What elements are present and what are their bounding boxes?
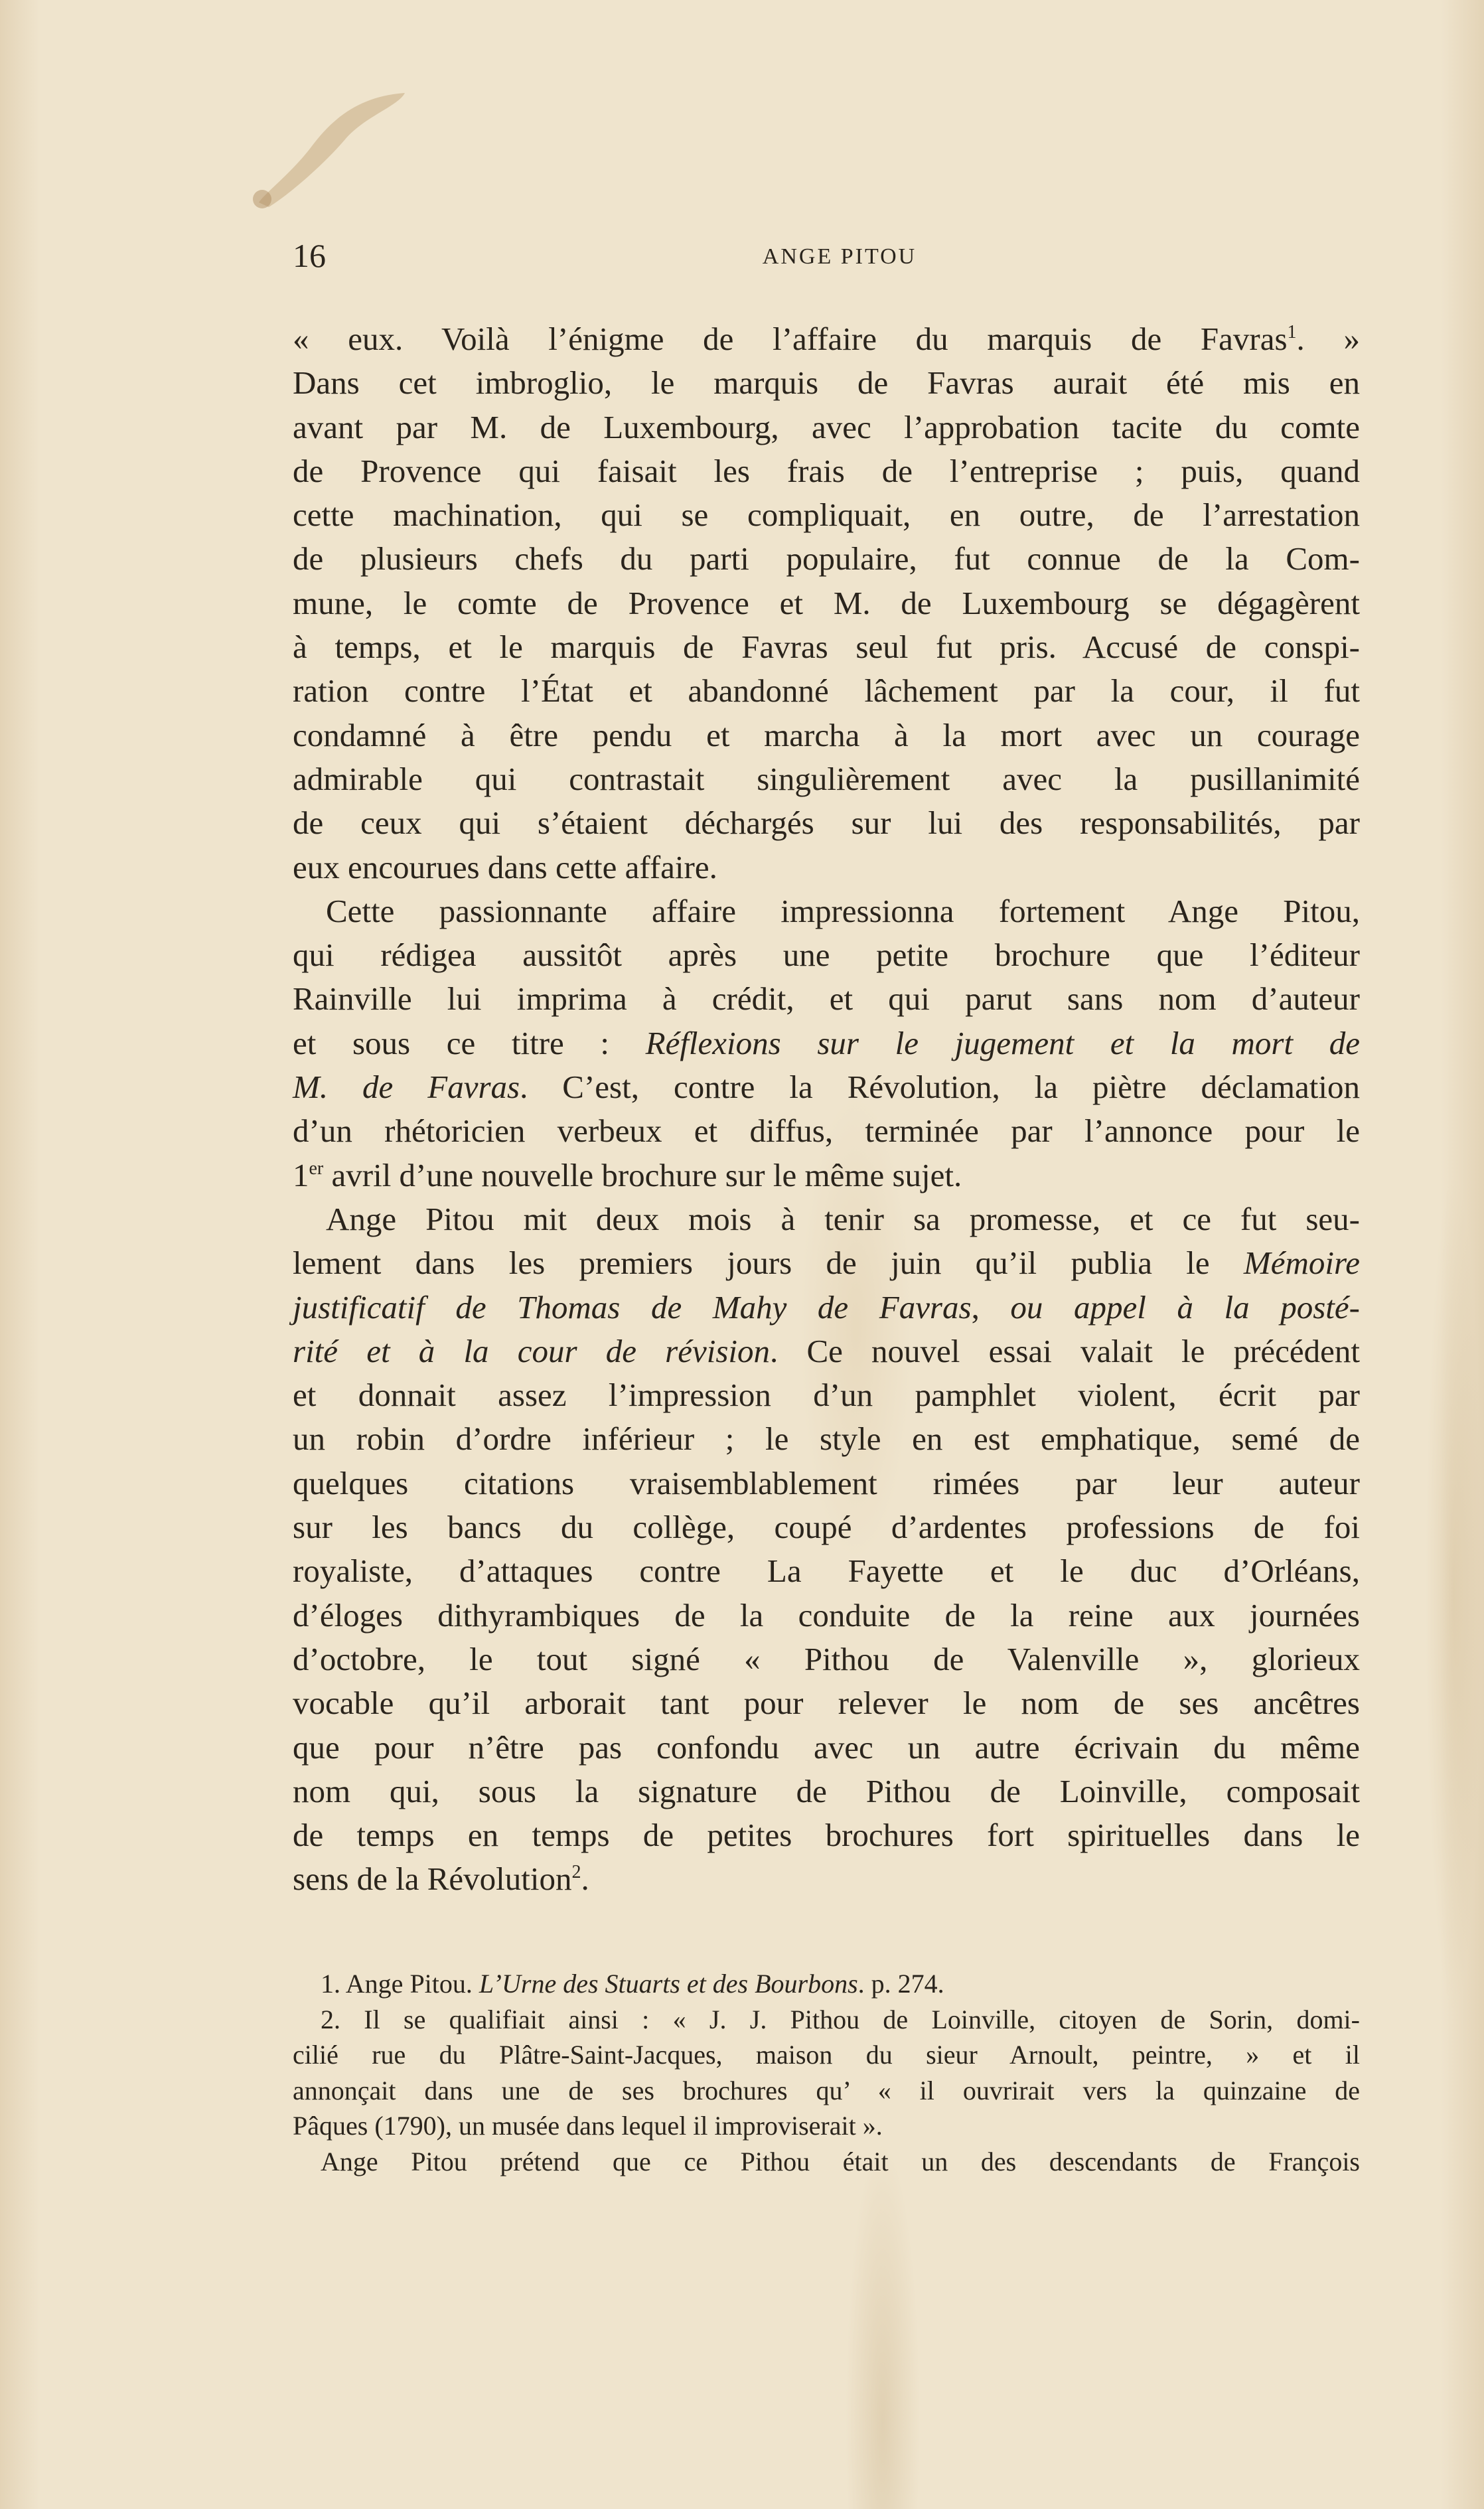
text-line: de temps en temps de petites brochures fort spirituelles dans le <box>293 1817 1360 1854</box>
text-line: de ceux qui s’étaient déchargés sur lui des responsabilités, par <box>293 804 1360 842</box>
text-line: Rainville lui imprima à crédit, et qui parut sans nom d’auteur <box>293 980 1360 1018</box>
italic-title: M. de Favras <box>293 1069 520 1106</box>
text-line: d’éloges dithyrambiques de la conduite de la reine aux journées <box>293 1596 1360 1634</box>
text-line: sur les bancs du collège, coupé d’ardentes professions de foi <box>293 1509 1360 1546</box>
italic-title: rité et à la cour de révision <box>293 1332 771 1369</box>
text-line: que pour n’être pas confondu avec un autre écrivain du même <box>293 1728 1360 1766</box>
text-line: un robin d’ordre inférieur ; le style en est emphatique, semé de <box>293 1420 1360 1458</box>
text-line: de plusieurs chefs du parti populaire, fut connue de la Com- <box>293 540 1360 577</box>
text-line: eux encourues dans cette affaire. <box>293 848 717 885</box>
text-line: Ange Pitou mit deux mois à tenir sa promesse, et ce fut seu- <box>326 1200 1360 1237</box>
footnote-2: 2. Il se qualifiait ainsi : « J. J. Pithou de Loinville, citoyen de Sorin, domi- <box>321 2004 1360 2034</box>
text-line: avant par M. de Luxembourg, avec l’approbation tacite du comte <box>293 408 1360 445</box>
footnote-ref[interactable]: 2 <box>571 1862 581 1883</box>
text-line: cette machination, qui se compliquait, en outre, de l’arrestation <box>293 496 1360 534</box>
page-header <box>293 236 1360 275</box>
footnote-2-line: cilié rue du Plâtre-Saint-Jacques, maison du sieur Arnoult, peintre, » et il <box>293 2040 1360 2070</box>
text-line: sens de la Révolution$^2$. <box>293 1861 589 1898</box>
text-line: admirable qui contrastait singulièrement avec la pusillanimité <box>293 760 1360 797</box>
text-line: ration contre l’État et abandonné lâchement par la cour, il fut <box>293 672 1360 710</box>
footnote-2-line: Pâques (1790), un musée dans lequel il improviserait ». <box>293 2111 883 2141</box>
text-line: lement dans les premiers jours de juin qu’il publia le Mémoire <box>293 1245 1360 1282</box>
text-line: d’un rhétoricien verbeux et diffus, terminée par l’annonce pour le <box>293 1112 1360 1150</box>
text-line: 1er avril d’une nouvelle brochure sur le même sujet. <box>293 1156 962 1193</box>
page-number: 16 <box>293 237 326 274</box>
text-line: nom qui, sous la signature de Pithou de Loinville, composait <box>293 1772 1360 1809</box>
body-text <box>293 317 1360 1902</box>
text-line: d’octobre, le tout signé « Pithou de Valenville », glorieux <box>293 1640 1360 1677</box>
text-line: qui rédigea aussitôt après une petite brochure que l’éditeur <box>293 937 1360 974</box>
running-title: ANGE PITOU <box>762 244 917 269</box>
italic-title: justificatif de Thomas de Mahy de Favras <box>293 1288 972 1326</box>
italic-title: L’Urne des Stuarts et des Bourbons <box>479 1969 858 1999</box>
text-line: « eux. Voilà l’énigme de l’affaire du marquis de Favras$^1$. » <box>293 321 1361 357</box>
footnote-1: 1. Ange Pitou. L’Urne des Stuarts et des Bourbons. p. 274. <box>321 1969 944 1999</box>
text-line: à temps, et le marquis de Favras seul fut pris. Accusé de conspi- <box>293 629 1360 666</box>
footnote-2-line: annonçait dans une de ses brochures qu’ « il ouvrirait vers la quinzaine de <box>293 2075 1360 2105</box>
text-line: royaliste, d’attaques contre La Fayette et le duc d’Orléans, <box>293 1553 1360 1590</box>
text-line: et sous ce titre : Réflexions sur le jugement et la mort de <box>293 1024 1360 1061</box>
italic-title: Réflexions sur le jugement et la mort de <box>645 1024 1360 1061</box>
text-line: mune, le comte de Provence et M. de Luxembourg se dégagèrent <box>293 584 1360 621</box>
italic-title: Mémoire <box>1243 1245 1360 1282</box>
text-line: et donnait assez l’impression d’un pamphlet violent, écrit par <box>293 1377 1360 1414</box>
text-line: condamné à être pendu et marcha à la mort avec un courage <box>293 716 1360 753</box>
text-line: justificatif de Thomas de Mahy de Favras, ou appel à la posté- <box>293 1288 1360 1326</box>
text-line: de Provence qui faisait les frais de l’entreprise ; puis, quand <box>293 452 1360 489</box>
text-line: M. de Favras. C’est, contre la Révolution, la piètre déclamation <box>293 1069 1360 1106</box>
footnote-ref[interactable]: 1 <box>1287 322 1297 342</box>
text-line: quelques citations vraisemblablement rimées par leur auteur <box>293 1464 1360 1501</box>
text-line: Dans cet imbroglio, le marquis de Favras aurait été mis en <box>293 364 1360 402</box>
text-line: vocable qu’il arborait tant pour relever le nom de ses ancêtres <box>293 1685 1360 1722</box>
text-line: rité et à la cour de révision. Ce nouvel essai valait le précédent <box>293 1332 1360 1369</box>
text-line: Cette passionnante affaire impressionna fortement Ange Pitou, <box>326 892 1360 929</box>
footnotes <box>293 1966 1360 2179</box>
footnote-2-line: Ange Pitou prétend que ce Pithou était un des descendants de François <box>321 2146 1360 2176</box>
